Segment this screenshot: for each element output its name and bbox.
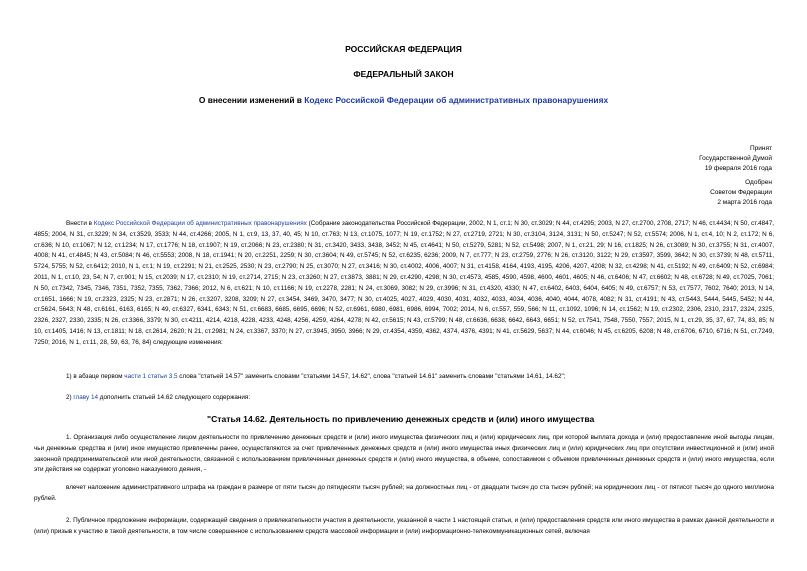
article-sanction: влечет наложение административного штрафа на граждан в размере от пяти тысяч до пятидесяти тысяч рублей; на должностных лиц - от двадцати тысяч до ста тысяч рублей; на юридических лиц - от пятисот тысяч до одного миллиона рублей. <box>34 484 774 502</box>
amendment-item-1 <box>34 372 774 383</box>
intro-prefix: Внести в <box>66 220 94 227</box>
approved-label: Одобрен <box>745 179 772 186</box>
article-part-1: 1. Организация либо осуществление лицом деятельности по привлечению денежных средств и (или) иного имущества физических лиц и (или) юридических лиц, при которой выплата дохода и (или) предоставление иной выгоды лицам, чьи денежные средства и (или) иное имущество привлечены ранее, осуществляются за счет привлеченных денежных средств и (или) иного имущества иных физических лиц и (или) юридических лиц при отсутствии инвестиционной и (или) иной законной предпринимательской или иной деятельности, связанной с использованием привлеченных денежных средств и (или) иного имущества, в объеме, сопоставимом с объемом привлеченных денежных средств и (или) иного имущества, если эти действия не содержат уголовно наказуемого деяния, - <box>34 434 774 474</box>
approved-block <box>710 178 772 208</box>
item1-text: слова "статьей 14.57" заменить словами "статьями 14.57, 14.62", слова "статьей 14.61" заменить словами "статьями 14.61, 14.62"; <box>177 373 566 380</box>
intro-text: (Собрание законодательства Российской Федерации, 2002, N 1, ст.1; N 30, ст.3029; N 44, ст.4295; 2003, N 27, ст.2700, 2708, 2717; N 46, ст.4434; N 50, ст.4847, 4855; 2004, N 31, ст.3229; N 34, ст.3529, 3533; N 44, ст.4266; 2005, N 1, ст.9, 13, 37, 40, 45; N 10, ст.763; N 13, ст.1075, 1077; N 19, ст.1752; N 27, ст.2719, 2721; N 30, ст.3104, 3124, 3131; N 50, ст.5247; N 52, ст.5574; 2006, N 1, ст.4, 10; N 2, ст.172; N 6, ст.636; N 10, ст.1067; N 12, ст.1234; N 17, ст.1776; N 18, ст.1907; N 19, ст.2066; N 23, ст.2380; N 31, ст.3420, 3433, 3438, 3452; N 45, ст.4641; N 50, ст.5279, 5281; N 52, ст.5498; 2007, N 1, ст.21, 29; N 16, ст.1825; N 26, ст.3089; N 30, ст.3755; N 31, ст.4007, 4008; N 41, ст.4845; N 43, ст.5084; N 46, ст.5553; 2008, N 18, ст.1941; N 20, ст.2251, 2259; N 30, ст.3604; N 49, ст.5745; N 52, ст.6235, 6236; 2009, N 7, ст.777; N 23, ст.2759, 2776; N 26, ст.3120, 3122; N 29, ст.3597, 3599, 3642; N 30, ст.3739; N 48, ст.5711, 5724, 5755; N 52, ст.6412; 2010, N 1, ст.1; N 19, ст.2291; N 21, ст.2525, 2530; N 23, ст.2790; N 25, ст.3070; N 27, ст.3416; N 30, ст.4002, 4006, 4007; N 31, ст.4158, 4164, 4193, 4195, 4206, 4207, 4208; N 32, ст.4298; N 41, ст.5192; N 49, ст.6409; N 52, ст.6984; 2011, N 1, ст.10, 23, 54; N 7, ст.901; N 15, ст.2039; N 17, ст.2310; N 19, ст.2714, 2715; N 23, ст.3260; N 27, ст.3873, 3881; N 29, ст.4290, 4298; N 30, ст.4573, 4585, 4590, 4598, 4600, 4601, 4605; N 46, ст.6406; N 47, ст.6602; N 48, ст.6728; N 49, ст.7025, 7061; N 50, ст.7342, 7345, 7346, 7351, 7352, 7355, 7362, 7366; 2012, N 6, ст.621; N 10, ст.1166; N 19, ст.2278, 2281; N 24, ст.3069, 3082; N 29, ст.3996; N 31, ст.4320, 4330; N 47, ст.6402, 6403, 6404, 6405; N 49, ст.6757; N 53, ст.7577, 7602, 7640; 2013, N 14, ст.1651, 1666; N 19, ст.2323, 2325; N 23, ст.2871; N 26, ст.3207, 3208, 3209; N 27, ст.3454, 3469, 3470, 3477; N 30, ст.4025, 4027, 4029, 4030, 4031, 4032, 4033, 4034, 4036, 4040, 4044, 4078, 4082; N 31, ст.4191; N 43, ст.5443, 5444, 5445, 5452; N 44, ст.5624, 5643; N 48, ст.6161, 6163, 6165; N 49, ст.6327, 6341, 6343; N 51, ст.6683, 6685, 6695, 6696; N 52, ст.6961, 6980, 6981, 6986, 6994, 7002; 2014, N 6, ст.557, 559, 566; N 11, ст.1092, 1096; N 14, ст.1562; N 19, ст.2302, 2306, 2310, 2317, 2324, 2325, 2326, 2327, 2330, 2335; N 26, ст.3366, 3379; N 30, ст.4211, 4214, 4218, 4228, 4233, 4248, 4256, 4259, 4264, 4278; N 42, ст.5615; N 43, ст.5799; N 48, ст.6636, 6638, 6642, 6643, 6651; N 52, ст.7541, 7548, 7550, 7557; 2015, N 1, ст.29, 35, 37, 67, 74, 83, 85; N 10, ст.1405, 1416; N 13, ст.1811; N 18, ст.2614, 2620; N 21, ст.2981; N 24, ст.3367, 3370; N 27, ст.3945, 3950, 3966; N 29, ст.4354, 4359, 4362, 4374, 4376, 4391; N 41, ст.5629, 5637; N 44, ст.6046; N 45, ст.6205, 6208; N 48, ст.6706, 6710, 6716; N 51, ст.7249, 7250; 2016, N 1, ст.11, 28, 59, 63, 76, 84) следующие изменения: <box>34 220 774 346</box>
adopted-label: Принят <box>749 145 772 152</box>
approved-body: Советом Федерации <box>710 189 772 196</box>
amendment-item-2 <box>34 393 774 404</box>
law-type-heading: ФЕДЕРАЛЬНЫЙ ЗАКОН <box>353 69 454 79</box>
adopted-date: 19 февраля 2016 года <box>704 165 772 172</box>
approved-date: 2 марта 2016 года <box>717 199 772 206</box>
item2-prefix: 2) <box>66 394 74 401</box>
article-title: "Статья 14.62. Деятельность по привлечению денежных средств и (или) иного имущества <box>207 414 595 424</box>
item1-prefix: 1) в абзаце первом <box>66 373 125 380</box>
intro-paragraph <box>34 219 774 349</box>
adopted-body: Государственной Думой <box>699 155 772 162</box>
item2-text: дополнить статьей 14.62 следующего содержания: <box>98 394 251 401</box>
article-part-2: 2. Публичное предложение информации, содержащей сведения о привлекательности участия в деятельности, указанной в части 1 настоящей статьи, и (или) предоставления средств или иного имущества в рамках данной деятельности и (или) призыв к участию в такой деятельности, в том числе совершенное с использованием средств массовой информации и (или) информационно-телекоммуникационных сетей, включая <box>34 517 774 535</box>
law-title-prefix: О внесении изменений в <box>198 95 305 105</box>
law-title <box>0 95 807 105</box>
item2-chapter-link[interactable]: главу 14 <box>73 394 99 401</box>
adopted-block <box>699 144 772 174</box>
item1-article-link[interactable]: части 1 статьи 3.5 <box>124 373 178 380</box>
federation-heading: РОССИЙСКАЯ ФЕДЕРАЦИЯ <box>345 44 462 54</box>
law-title-code-link[interactable]: Кодекс Российской Федерации об административных правонарушениях <box>304 95 609 105</box>
intro-code-link[interactable]: Кодекс Российской Федерации об административных правонарушениях <box>93 220 307 227</box>
